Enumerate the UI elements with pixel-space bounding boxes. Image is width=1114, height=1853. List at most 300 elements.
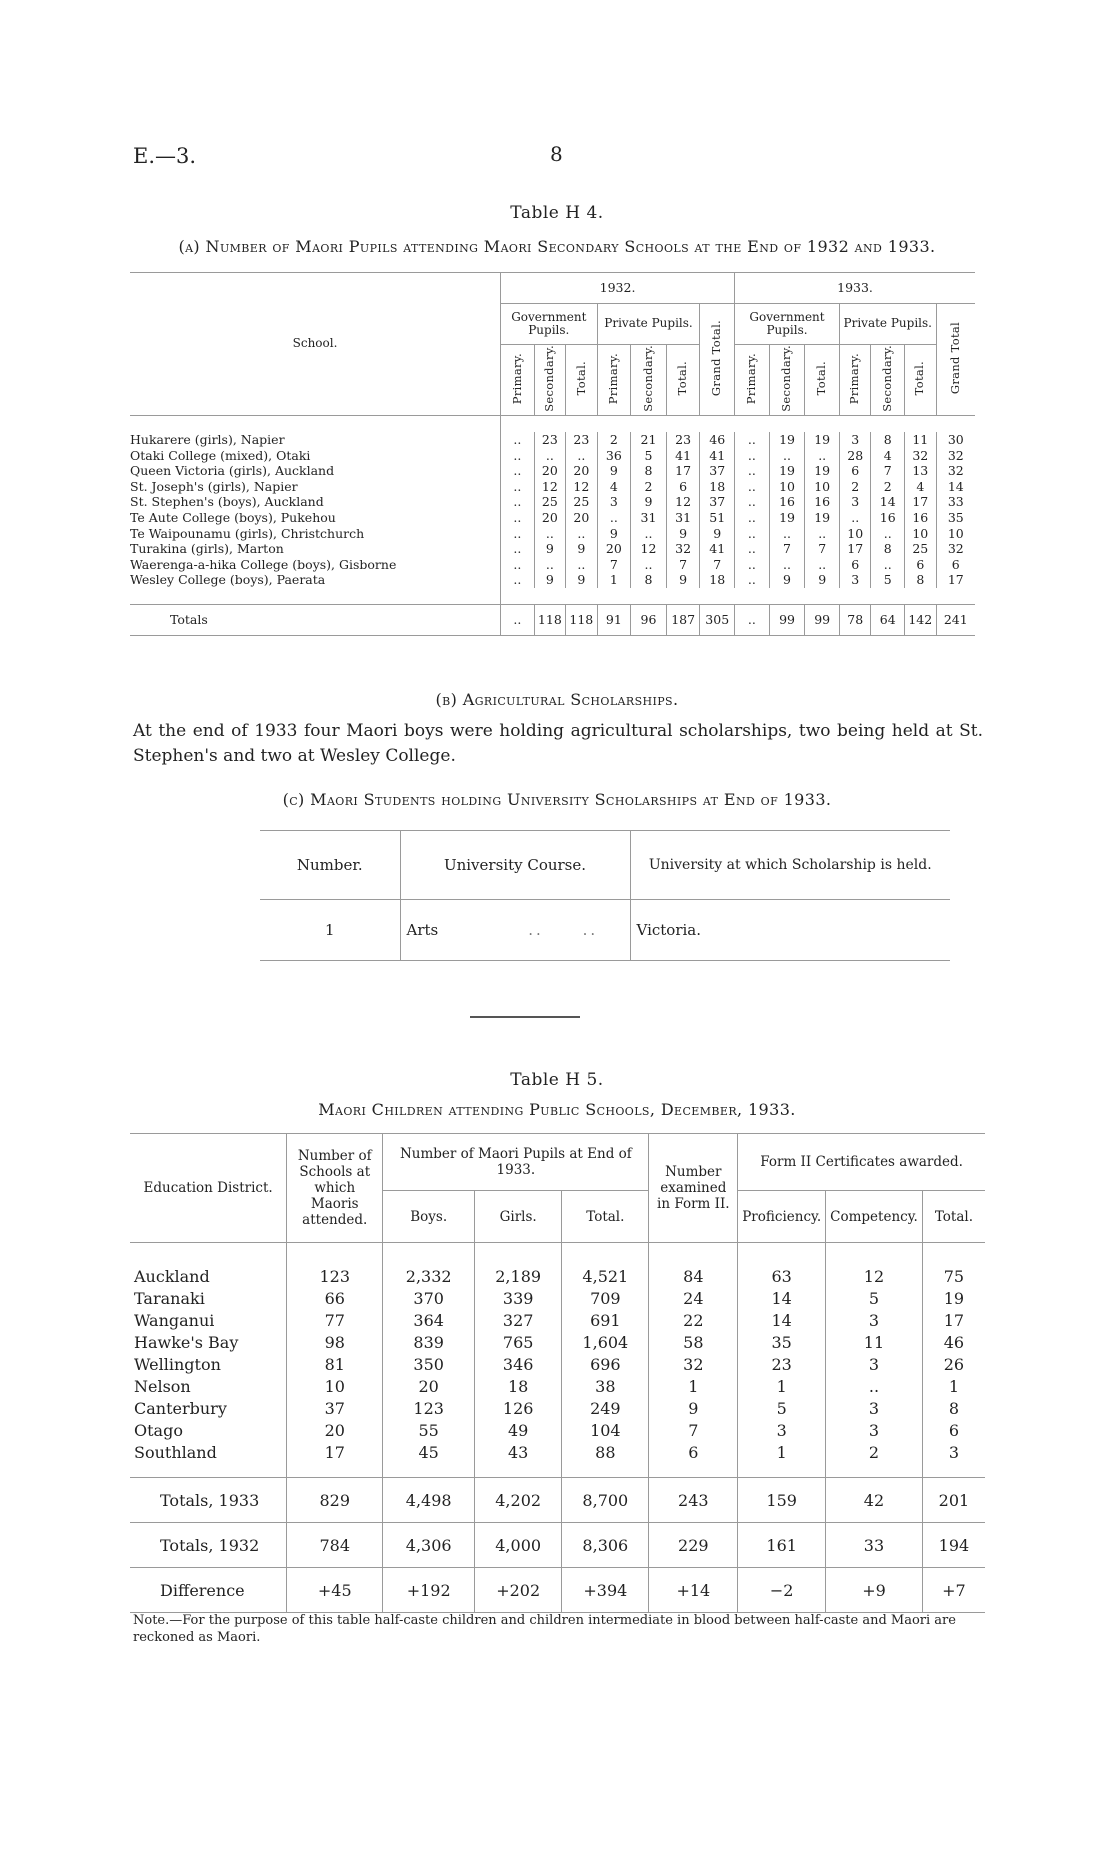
- h4-cell: 6: [839, 463, 870, 479]
- h4-row: [130, 479, 975, 495]
- h4-row: [130, 541, 975, 557]
- h4-cell: 16: [905, 510, 936, 526]
- h4-total-cell: 64: [871, 604, 905, 635]
- h5-cell: 49: [475, 1419, 562, 1441]
- h4-cell: 9: [666, 572, 700, 588]
- h5-cell: 126: [475, 1397, 562, 1419]
- univ-h-course: University Course.: [400, 831, 630, 900]
- h4-cell: ..: [501, 463, 535, 479]
- h4-cell: 2: [871, 479, 905, 495]
- h4-cell: ..: [769, 448, 805, 464]
- h4-cell: 32: [905, 448, 936, 464]
- h5-cell: 709: [562, 1287, 649, 1309]
- h4-cell: ..: [501, 432, 535, 448]
- h5-cell: 1: [922, 1375, 985, 1397]
- h5-diff-cell: +7: [922, 1568, 985, 1613]
- h5-cell: 6: [649, 1441, 738, 1463]
- h4-cell: 9: [597, 526, 631, 542]
- h4-cell: 3: [839, 572, 870, 588]
- h4-gov-pupils-1933: Government Pupils.: [735, 304, 840, 345]
- h4-total-cell: 305: [700, 604, 735, 635]
- h5-h-girls: Girls.: [475, 1191, 562, 1243]
- h4-totals-label: Totals: [170, 611, 208, 627]
- h5-h-district: Education District.: [130, 1134, 287, 1243]
- section-divider: [470, 1016, 580, 1018]
- h4-cell: 7: [805, 541, 840, 557]
- h5-cell: 26: [922, 1353, 985, 1375]
- h5-cell: 24: [649, 1287, 738, 1309]
- h4-cell: 23: [566, 432, 597, 448]
- h4-cell: 12: [534, 479, 565, 495]
- h5-cell: 18: [475, 1375, 562, 1397]
- h4-cell: 18: [700, 572, 735, 588]
- h4-grand-total-1933: Grand Total: [947, 321, 962, 394]
- h5-cell: 81: [287, 1353, 383, 1375]
- table-h5-caption: Maori Children attending Public Schools, December, 1933.: [318, 1100, 796, 1119]
- h5-total-cell: 161: [738, 1523, 826, 1568]
- h5-cell: 339: [475, 1287, 562, 1309]
- h4-cell: ..: [501, 510, 535, 526]
- h4-school-name: Turakina (girls), Marton: [130, 541, 284, 557]
- h4-school-name: St. Stephen's (boys), Auckland: [130, 494, 324, 510]
- h5-cell: 8: [922, 1397, 985, 1419]
- h4-cell: 8: [631, 572, 667, 588]
- h4-col-primary: Primary.: [744, 352, 759, 404]
- h4-cell: 30: [936, 432, 975, 448]
- h4-row: [130, 557, 975, 573]
- h5-total-cell: 194: [922, 1523, 985, 1568]
- h5-cell: 32: [649, 1353, 738, 1375]
- h4-cell: 19: [769, 510, 805, 526]
- h5-totals-1933-row: [130, 1478, 985, 1523]
- h5-cell: 327: [475, 1309, 562, 1331]
- h4-cell: ..: [769, 557, 805, 573]
- table-h5: [130, 1133, 985, 1613]
- h4-cell: 6: [666, 479, 700, 495]
- h4-cell: 9: [631, 494, 667, 510]
- h5-total-cell: 784: [287, 1523, 383, 1568]
- h5-district-name: Taranaki: [134, 1288, 205, 1308]
- h4-cell: 9: [597, 463, 631, 479]
- h4-gov-pupils-1932: Government Pupils.: [501, 304, 598, 345]
- h4-cell: ..: [735, 572, 770, 588]
- h4-cell: 17: [666, 463, 700, 479]
- h4-cell: 31: [631, 510, 667, 526]
- h4-priv-pupils-1932: Private Pupils.: [597, 304, 700, 345]
- h4-cell: ..: [735, 510, 770, 526]
- h5-h-competency: Competency.: [826, 1191, 923, 1243]
- h4-year-1932: 1932.: [501, 273, 735, 304]
- h5-note: Note.—For the purpose of this table half-caste children and children intermediate in blood between half-caste and Maori are reckoned as Maori.: [133, 1613, 956, 1645]
- h5-total-cell: 4,498: [383, 1478, 475, 1523]
- h4-cell: 10: [905, 526, 936, 542]
- h5-cell: 350: [383, 1353, 475, 1375]
- h4-cell: 12: [666, 494, 700, 510]
- h4-cell: 16: [871, 510, 905, 526]
- h4-cell: 3: [597, 494, 631, 510]
- h5-cell: 35: [738, 1331, 826, 1353]
- h5-district-name: Wellington: [134, 1354, 221, 1374]
- h5-cell: 10: [287, 1375, 383, 1397]
- h4-cell: ..: [735, 463, 770, 479]
- h4-cell: 41: [700, 448, 735, 464]
- h4-school-name: Te Aute College (boys), Pukehou: [130, 509, 336, 525]
- h4-total-cell: 99: [805, 604, 840, 635]
- h5-cell: 6: [922, 1419, 985, 1441]
- h5-cell: 12: [826, 1265, 923, 1287]
- h4-cell: ..: [597, 510, 631, 526]
- h4-total-cell: ..: [501, 604, 535, 635]
- h4-cell: 10: [936, 526, 975, 542]
- page-number: 8: [550, 142, 563, 166]
- h5-difference-label: Difference: [160, 1580, 245, 1600]
- h4-cell: 25: [905, 541, 936, 557]
- h4-cell: 9: [566, 572, 597, 588]
- h4-cell: 6: [936, 557, 975, 573]
- h5-cell: 75: [922, 1265, 985, 1287]
- h4-cell: 19: [805, 463, 840, 479]
- h4-cell: 9: [805, 572, 840, 588]
- h5-cell: 2,189: [475, 1265, 562, 1287]
- h4-cell: 17: [905, 494, 936, 510]
- h5-cell: 364: [383, 1309, 475, 1331]
- h4-cell: ..: [805, 448, 840, 464]
- h4-cell: ..: [566, 526, 597, 542]
- h5-h-ctotal: Total.: [922, 1191, 985, 1243]
- h4-school-name: Te Waipounamu (girls), Christchurch: [130, 525, 365, 541]
- h4-grand-total-1932: Grand Total.: [709, 319, 724, 396]
- h5-total-cell: 4,202: [475, 1478, 562, 1523]
- h4-cell: 11: [905, 432, 936, 448]
- h5-h-certs: Form II Certificates awarded.: [738, 1134, 985, 1191]
- h4-cell: 31: [666, 510, 700, 526]
- h4-cell: 12: [566, 479, 597, 495]
- h4-row: [130, 432, 975, 448]
- h4-cell: ..: [566, 448, 597, 464]
- h5-cell: 45: [383, 1441, 475, 1463]
- h5-cell: 5: [826, 1287, 923, 1309]
- h4-cell: 9: [769, 572, 805, 588]
- h4-cell: ..: [769, 526, 805, 542]
- h4-cell: 3: [839, 494, 870, 510]
- h4-totals-row: [130, 604, 975, 635]
- h4-row: [130, 572, 975, 588]
- h5-totals-1933-label: Totals, 1933: [160, 1490, 260, 1510]
- h5-row: [130, 1441, 985, 1463]
- h5-cell: 3: [738, 1419, 826, 1441]
- h5-cell: 17: [287, 1441, 383, 1463]
- h4-cell: 20: [566, 463, 597, 479]
- h5-diff-cell: +202: [475, 1568, 562, 1613]
- h4-school-name: St. Joseph's (girls), Napier: [130, 478, 298, 494]
- h5-cell: 5: [738, 1397, 826, 1419]
- h4-cell: 10: [805, 479, 840, 495]
- h5-row: [130, 1331, 985, 1353]
- h5-cell: 46: [922, 1331, 985, 1353]
- h4-cell: 9: [534, 572, 565, 588]
- h4-cell: ..: [501, 557, 535, 573]
- h5-cell: 23: [738, 1353, 826, 1375]
- h4-row: [130, 463, 975, 479]
- h4-cell: 16: [805, 494, 840, 510]
- h4-cell: 19: [769, 432, 805, 448]
- h4-cell: 7: [769, 541, 805, 557]
- h5-total-cell: 8,700: [562, 1478, 649, 1523]
- h5-h-total: Total.: [562, 1191, 649, 1243]
- h4-cell: ..: [735, 541, 770, 557]
- h5-cell: 1: [738, 1441, 826, 1463]
- h5-cell: 1: [738, 1375, 826, 1397]
- h4-cell: 9: [534, 541, 565, 557]
- h5-district-name: Canterbury: [134, 1398, 227, 1418]
- h4-cell: 8: [871, 432, 905, 448]
- h4-cell: 4: [905, 479, 936, 495]
- h4-cell: 12: [631, 541, 667, 557]
- h5-row: [130, 1309, 985, 1331]
- h4-cell: 41: [666, 448, 700, 464]
- h5-district-name: Auckland: [134, 1266, 210, 1286]
- h5-row: [130, 1287, 985, 1309]
- h4-cell: 9: [700, 526, 735, 542]
- h4-cell: ..: [501, 526, 535, 542]
- h4-row: [130, 510, 975, 526]
- h5-total-cell: 829: [287, 1478, 383, 1523]
- report-reference: E.—3.: [133, 144, 197, 168]
- h4-cell: ..: [534, 448, 565, 464]
- h5-cell: 2: [826, 1441, 923, 1463]
- h4-priv-pupils-1933: Private Pupils.: [839, 304, 936, 345]
- h4-cell: 5: [871, 572, 905, 588]
- h5-h-pupils: Number of Maori Pupils at End of 1933.: [383, 1134, 649, 1191]
- h4-cell: 17: [839, 541, 870, 557]
- h5-cell: 55: [383, 1419, 475, 1441]
- h4-total-cell: 91: [597, 604, 631, 635]
- univ-h-number: Number.: [296, 856, 363, 874]
- h4-cell: ..: [501, 448, 535, 464]
- h5-total-cell: 8,306: [562, 1523, 649, 1568]
- h4-cell: 25: [534, 494, 565, 510]
- h5-cell: 77: [287, 1309, 383, 1331]
- h4-cell: ..: [631, 526, 667, 542]
- h4-cell: 20: [597, 541, 631, 557]
- h5-row: [130, 1419, 985, 1441]
- h4-cell: 14: [936, 479, 975, 495]
- h4-cell: ..: [735, 494, 770, 510]
- h4-cell: ..: [501, 494, 535, 510]
- h4-cell: ..: [501, 479, 535, 495]
- h5-district-name: Wanganui: [134, 1310, 215, 1330]
- h5-cell: 84: [649, 1265, 738, 1287]
- univ-caption: (c) Maori Students holding University Scholarships at End of 1933.: [282, 790, 832, 809]
- h5-totals-1932-row: [130, 1523, 985, 1568]
- h4-cell: 36: [597, 448, 631, 464]
- h5-cell: 9: [649, 1397, 738, 1419]
- h5-cell: 3: [826, 1397, 923, 1419]
- h5-cell: 3: [826, 1353, 923, 1375]
- h5-district-name: Southland: [134, 1442, 217, 1462]
- h5-cell: 3: [922, 1441, 985, 1463]
- h5-difference-row: [130, 1568, 985, 1613]
- h5-cell: 104: [562, 1419, 649, 1441]
- h4-cell: 19: [805, 510, 840, 526]
- h4-cell: ..: [501, 541, 535, 557]
- h4-cell: 2: [839, 479, 870, 495]
- h5-cell: 691: [562, 1309, 649, 1331]
- h4-row: [130, 494, 975, 510]
- h4-cell: 6: [905, 557, 936, 573]
- h4-col-total: Total.: [675, 361, 690, 396]
- h4-cell: 21: [631, 432, 667, 448]
- h4-cell: ..: [735, 526, 770, 542]
- h5-cell: ..: [826, 1375, 923, 1397]
- h4-cell: 8: [631, 463, 667, 479]
- h4-cell: 10: [769, 479, 805, 495]
- h4-cell: 2: [597, 432, 631, 448]
- h5-cell: 2,332: [383, 1265, 475, 1287]
- h4-cell: 3: [839, 432, 870, 448]
- h5-district-name: Hawke's Bay: [134, 1332, 239, 1352]
- h4-cell: 51: [700, 510, 735, 526]
- h4-total-cell: ..: [735, 604, 770, 635]
- h4-col-total: Total.: [573, 361, 588, 396]
- h5-total-cell: 33: [826, 1523, 923, 1568]
- h5-diff-cell: −2: [738, 1568, 826, 1613]
- h5-cell: 88: [562, 1441, 649, 1463]
- h5-cell: 4,521: [562, 1265, 649, 1287]
- h4-cell: 35: [936, 510, 975, 526]
- h4-row: [130, 448, 975, 464]
- h5-district-name: Otago: [134, 1420, 183, 1440]
- h4-col-primary: Primary.: [606, 352, 621, 404]
- h5-cell: 20: [383, 1375, 475, 1397]
- h4-row: [130, 526, 975, 542]
- h4-col-secondary: Secondary.: [542, 345, 557, 412]
- h5-cell: 14: [738, 1309, 826, 1331]
- h4-cell: 8: [905, 572, 936, 588]
- h4-cell: 14: [871, 494, 905, 510]
- h4-cell: ..: [839, 510, 870, 526]
- h5-cell: 123: [287, 1265, 383, 1287]
- h4-cell: 4: [871, 448, 905, 464]
- h4-cell: 9: [566, 541, 597, 557]
- h5-totals-1932-label: Totals, 1932: [160, 1535, 260, 1555]
- h4-col-secondary: Secondary.: [879, 345, 894, 412]
- h5-diff-cell: +9: [826, 1568, 923, 1613]
- h5-cell: 14: [738, 1287, 826, 1309]
- h5-total-cell: 42: [826, 1478, 923, 1523]
- h4-cell: 41: [700, 541, 735, 557]
- h5-cell: 1,604: [562, 1331, 649, 1353]
- h4-total-cell: 241: [936, 604, 975, 635]
- h4-cell: 7: [700, 557, 735, 573]
- h5-row: [130, 1353, 985, 1375]
- h4-total-cell: 99: [769, 604, 805, 635]
- univ-number: 1: [324, 921, 335, 939]
- h4-school-header: School.: [130, 273, 501, 416]
- univ-table: Number. University Course. University at which Scholarship is held. 1 Arts .. .. Victoria.: [260, 830, 950, 961]
- h4-school-name: Queen Victoria (girls), Auckland: [130, 463, 335, 479]
- h4-cell: 10: [839, 526, 870, 542]
- h5-total-cell: 4,000: [475, 1523, 562, 1568]
- h4-col-secondary: Secondary.: [779, 345, 794, 412]
- h4-cell: 7: [666, 557, 700, 573]
- h4-cell: 4: [597, 479, 631, 495]
- h5-cell: 1: [649, 1375, 738, 1397]
- h4-col-secondary: Secondary.: [640, 345, 655, 412]
- h5-cell: 58: [649, 1331, 738, 1353]
- univ-university: Victoria.: [630, 900, 950, 961]
- h4-school-name: Wesley College (boys), Paerata: [130, 572, 326, 588]
- h5-cell: 11: [826, 1331, 923, 1353]
- h5-cell: 17: [922, 1309, 985, 1331]
- h5-cell: 249: [562, 1397, 649, 1419]
- h5-cell: 38: [562, 1375, 649, 1397]
- h4-cell: 18: [700, 479, 735, 495]
- h4-cell: 23: [534, 432, 565, 448]
- h5-total-cell: 229: [649, 1523, 738, 1568]
- table-h4-caption: (a) Number of Maori Pupils attending Maori Secondary Schools at the End of 1932 and 1933.: [178, 237, 936, 256]
- h4-school-name: Otaki College (mixed), Otaki: [130, 447, 311, 463]
- h4-cell: 20: [534, 463, 565, 479]
- h4-cell: 20: [534, 510, 565, 526]
- table-h5-title: Table H 5.: [510, 1070, 604, 1090]
- h4-cell: 28: [839, 448, 870, 464]
- h4-cell: 2: [631, 479, 667, 495]
- h4-cell: 1: [597, 572, 631, 588]
- h5-cell: 7: [649, 1419, 738, 1441]
- h5-h-examined: Number examined in Form II.: [649, 1134, 738, 1243]
- h4-cell: ..: [534, 557, 565, 573]
- h4-cell: 9: [666, 526, 700, 542]
- h5-cell: 3: [826, 1309, 923, 1331]
- h4-cell: 20: [566, 510, 597, 526]
- h4-total-cell: 78: [839, 604, 870, 635]
- h4-col-total: Total.: [912, 361, 927, 396]
- h4-cell: 33: [936, 494, 975, 510]
- h4-cell: ..: [566, 557, 597, 573]
- h5-cell: 370: [383, 1287, 475, 1309]
- h4-cell: ..: [871, 557, 905, 573]
- h5-cell: 66: [287, 1287, 383, 1309]
- h4-col-primary: Primary.: [509, 352, 524, 404]
- h5-row: [130, 1397, 985, 1419]
- h5-cell: 43: [475, 1441, 562, 1463]
- h4-total-cell: 142: [905, 604, 936, 635]
- h5-h-boys: Boys.: [383, 1191, 475, 1243]
- univ-course: Arts: [406, 921, 439, 939]
- h4-total-cell: 118: [566, 604, 597, 635]
- table-h4-title: Table H 4.: [510, 203, 604, 223]
- h4-cell: ..: [805, 526, 840, 542]
- h4-cell: 7: [871, 463, 905, 479]
- h5-cell: 20: [287, 1419, 383, 1441]
- h4-cell: 46: [700, 432, 735, 448]
- h4-cell: 13: [905, 463, 936, 479]
- h4-cell: ..: [534, 526, 565, 542]
- h4-cell: 6: [839, 557, 870, 573]
- h5-total-cell: 4,306: [383, 1523, 475, 1568]
- h5-cell: 346: [475, 1353, 562, 1375]
- h4-cell: 32: [936, 448, 975, 464]
- h4-cell: 32: [666, 541, 700, 557]
- h5-total-cell: 159: [738, 1478, 826, 1523]
- h4-cell: 5: [631, 448, 667, 464]
- h4-cell: 37: [700, 494, 735, 510]
- h5-cell: 839: [383, 1331, 475, 1353]
- h5-cell: 123: [383, 1397, 475, 1419]
- h5-cell: 98: [287, 1331, 383, 1353]
- h5-row: [130, 1265, 985, 1287]
